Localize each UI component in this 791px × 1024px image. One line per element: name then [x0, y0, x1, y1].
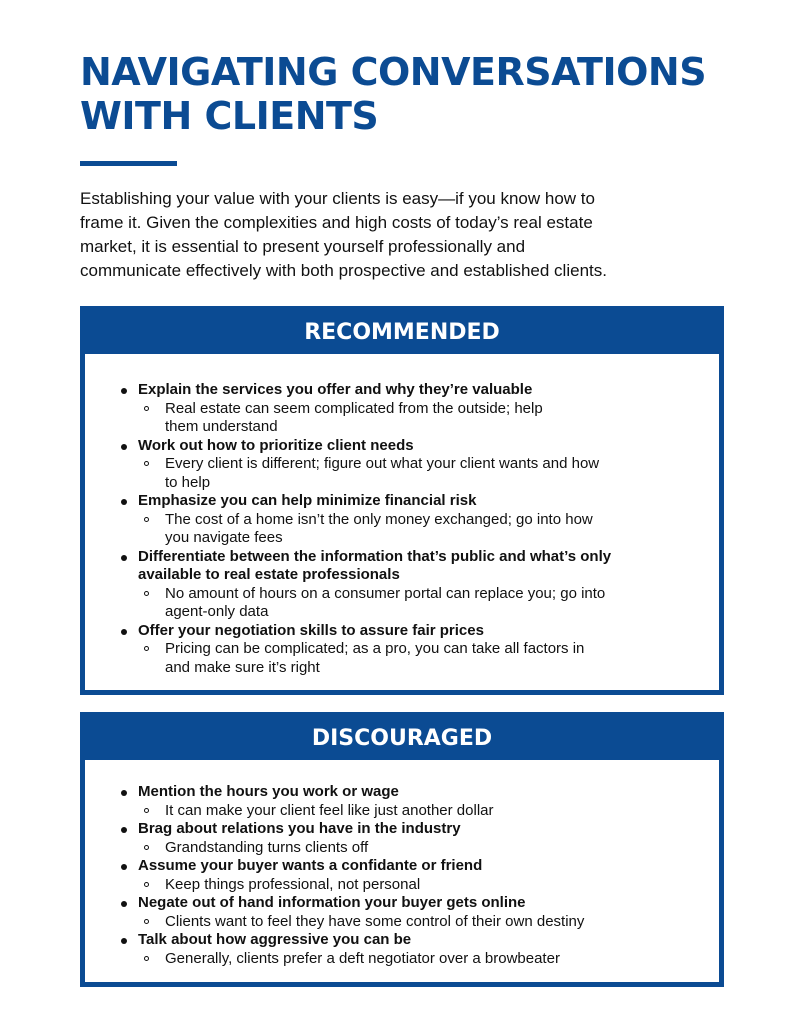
recommended-item-title — [138, 437, 699, 456]
detail-line: Real estate can seem complicated from the outside; help — [165, 399, 543, 417]
recommended-item — [85, 381, 719, 437]
detail-line: agent-only data — [165, 603, 269, 620]
recommended-item-title — [138, 492, 699, 511]
discouraged-item-detail — [138, 913, 699, 932]
detail-line: Keep things professional, not personal — [165, 875, 421, 893]
detail-line: It can make your client feel like just another dollar — [165, 801, 494, 819]
hollow-bullet-icon — [144, 461, 149, 466]
bullet-dot-icon — [121, 629, 127, 635]
intro-line: communicate effectively with both prospective and established clients. — [80, 261, 607, 280]
detail-line: Generally, clients prefer a deft negotiator over a browbeater — [165, 949, 560, 967]
intro-line: frame it. Given the complexities and high costs of today’s real estate — [80, 213, 593, 232]
discouraged-item-title — [138, 931, 699, 950]
detail-line: No amount of hours on a consumer portal can replace you; go into — [165, 584, 606, 602]
title-line: Emphasize you can help minimize financial risk — [138, 492, 477, 509]
discouraged-item-title — [138, 894, 699, 913]
bullet-dot-icon — [121, 864, 127, 870]
recommended-item — [85, 548, 719, 622]
title-line: Explain the services you offer and why they’re valuable — [138, 381, 533, 398]
page-title-line: NAVIGATING CONVERSATIONS — [80, 50, 707, 94]
detail-line: to help — [165, 473, 211, 491]
recommended-item-detail — [138, 455, 699, 492]
recommended-item — [85, 622, 719, 678]
bullet-dot-icon — [121, 938, 127, 944]
discouraged-item-detail — [138, 839, 699, 858]
bullet-dot-icon — [121, 499, 127, 505]
title-line: Brag about relations you have in the industry — [138, 820, 461, 837]
detail-line: Pricing can be complicated; as a pro, you can take all factors in — [165, 640, 585, 657]
discouraged-header: DISCOURAGED — [85, 717, 719, 760]
hollow-bullet-icon — [144, 956, 149, 961]
bullet-dot-icon — [121, 555, 127, 561]
hollow-bullet-icon — [144, 845, 149, 850]
discouraged-item-detail — [138, 950, 699, 969]
bullet-dot-icon — [121, 901, 127, 907]
title-line: available to real estate professionals — [138, 566, 400, 583]
hollow-bullet-icon — [144, 882, 149, 887]
recommended-item-detail — [138, 585, 699, 622]
discouraged-list — [85, 783, 719, 968]
bullet-dot-icon — [121, 827, 127, 833]
recommended-panel — [80, 306, 724, 695]
discouraged-item — [85, 931, 719, 968]
discouraged-item — [85, 820, 719, 857]
hollow-bullet-icon — [144, 646, 149, 651]
detail-line: Every client is different; figure out what your client wants and how — [165, 455, 600, 472]
title-underline-divider — [80, 161, 177, 166]
detail-line: you navigate fees — [165, 529, 283, 546]
hollow-bullet-icon — [144, 406, 149, 411]
discouraged-item-title — [138, 820, 699, 839]
discouraged-item — [85, 783, 719, 820]
recommended-item — [85, 492, 719, 548]
recommended-item-title — [138, 622, 699, 641]
discouraged-item-detail — [138, 876, 699, 895]
title-line: Work out how to prioritize client needs — [138, 436, 414, 454]
recommended-list — [85, 381, 719, 677]
recommended-item-detail — [138, 400, 699, 437]
discouraged-panel — [80, 712, 724, 987]
detail-line: and make sure it’s right — [165, 658, 320, 676]
bullet-dot-icon — [121, 444, 127, 450]
title-line: Mention the hours you work or wage — [138, 783, 399, 800]
recommended-item-detail — [138, 511, 699, 548]
title-line: Assume your buyer wants a confidante or friend — [138, 857, 483, 874]
recommended-item — [85, 437, 719, 493]
discouraged-item-title — [138, 783, 699, 802]
recommended-item-title — [138, 548, 699, 585]
discouraged-item — [85, 857, 719, 894]
detail-line: them understand — [165, 418, 278, 435]
hollow-bullet-icon — [144, 808, 149, 813]
bullet-dot-icon — [121, 790, 127, 796]
recommended-item-detail — [138, 640, 699, 677]
recommended-header: RECOMMENDED — [85, 311, 719, 354]
title-line: Negate out of hand information your buyer gets online — [138, 894, 526, 911]
detail-line: Clients want to feel they have some control of their own destiny — [165, 912, 585, 930]
recommended-item-title — [138, 381, 699, 400]
hollow-bullet-icon — [144, 919, 149, 924]
detail-line: The cost of a home isn’t the only money exchanged; go into how — [165, 510, 593, 528]
hollow-bullet-icon — [144, 591, 149, 596]
hollow-bullet-icon — [144, 517, 149, 522]
page-title-line: WITH CLIENTS — [80, 94, 379, 138]
bullet-dot-icon — [121, 388, 127, 394]
discouraged-item — [85, 894, 719, 931]
intro-line: market, it is essential to present yourself professionally and — [80, 237, 526, 256]
title-line: Talk about how aggressive you can be — [138, 931, 412, 948]
page-title — [80, 50, 770, 138]
detail-line: Grandstanding turns clients off — [165, 838, 369, 856]
discouraged-item-detail — [138, 802, 699, 821]
intro-paragraph — [80, 187, 760, 283]
title-line: Differentiate between the information that’s public and what’s only — [138, 547, 612, 565]
intro-line: Establishing your value with your clients is easy—if you know how to — [80, 189, 595, 208]
discouraged-item-title — [138, 857, 699, 876]
title-line: Offer your negotiation skills to assure fair prices — [138, 621, 484, 639]
